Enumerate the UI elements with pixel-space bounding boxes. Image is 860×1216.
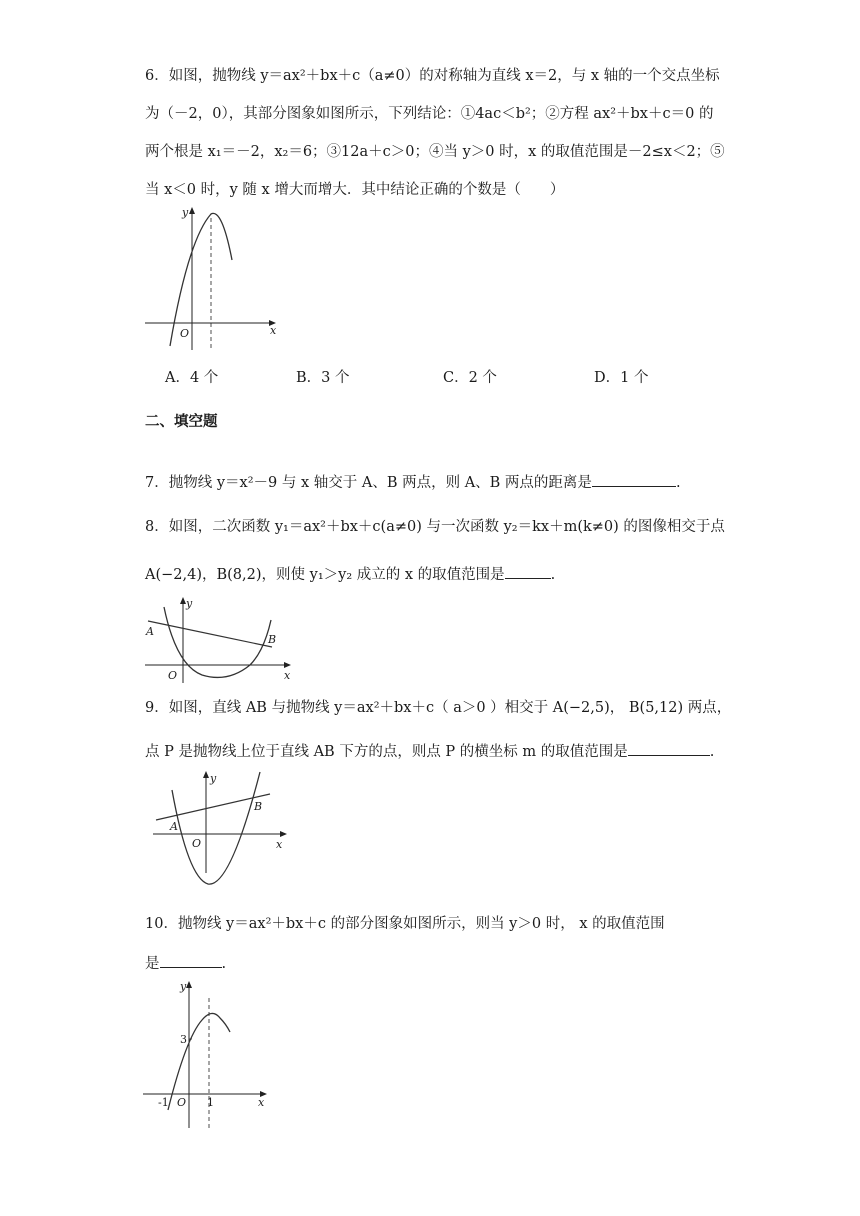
q10-text-end: . <box>221 956 227 972</box>
q6-line-1: 6．如图，抛物线 y＝ax²＋bx＋c（a≠0）的对称轴为直线 x＝2，与 x 轴的一个交点坐标 <box>145 68 720 84</box>
q10-line-2 <box>145 953 226 974</box>
q8-answer-blank[interactable] <box>505 564 551 579</box>
q8-point-a: A <box>146 625 154 638</box>
q6-x-label: x <box>270 324 277 337</box>
q6-line-3: 两个根是 x₁＝－2，x₂＝6；③12a＋c＞0；④当 y＞0 时，x 的取值范围是－2≤x＜2；⑤ <box>145 144 725 160</box>
q6-y-label: y <box>182 206 189 219</box>
q7-text: 7．抛物线 y＝x²－9 与 x 轴交于 A、B 两点，则 A、B 两点的距离是 <box>145 475 592 491</box>
q7-line <box>145 472 681 493</box>
q6-origin-label: O <box>180 327 190 340</box>
q9-text-end: . <box>709 744 715 760</box>
q6-choice-d[interactable]: D．1 个 <box>594 370 649 386</box>
q9-point-a: A <box>170 820 178 833</box>
q6-line-2: 为（－2，0），其部分图象如图所示，下列结论：①4ac＜b²；②方程 ax²＋bx＋c＝0 的 <box>145 106 714 122</box>
q10-origin-label: O <box>177 1096 187 1109</box>
q10-x-label: x <box>258 1096 265 1109</box>
q6-parabola-figure <box>140 200 290 355</box>
q8-line-1: 8．如图，二次函数 y₁＝ax²＋bx＋c(a≠0) 与一次函数 y₂＝kx＋m(k≠0) 的图像相交于点 <box>145 519 725 535</box>
q8-y-label: y <box>186 597 193 610</box>
q7-answer-blank[interactable] <box>592 472 676 487</box>
q10-line-1: 10．抛物线 y＝ax²＋bx＋c 的部分图象如图所示，则当 y＞0 时， x 的取值范围 <box>145 916 665 932</box>
q8-x-label: x <box>284 669 291 682</box>
q8-line <box>148 621 272 647</box>
q10-figure <box>140 978 275 1130</box>
q9-y-label: y <box>210 772 217 785</box>
q9-text: 点 P 是抛物线上位于直线 AB 下方的点，则点 P 的横坐标 m 的取值范围是 <box>145 744 628 760</box>
q8-text: A(−2,4)，B(8,2)，则使 y₁＞y₂ 成立的 x 的取值范围是 <box>145 567 505 583</box>
q10-tick-3: 3 <box>180 1033 187 1046</box>
q9-figure <box>150 768 295 890</box>
q10-tick-1: 1 <box>207 1096 214 1109</box>
q9-point-b: B <box>254 800 263 813</box>
q8-figure <box>140 595 295 685</box>
q8-text-end: . <box>550 567 556 583</box>
q8-origin-label: O <box>168 669 178 682</box>
q6-choice-b[interactable]: B．3 个 <box>296 370 350 386</box>
q10-y-label: y <box>180 980 187 993</box>
q9-origin-label: O <box>192 837 202 850</box>
q10-tick-neg1: -1 <box>158 1096 169 1109</box>
q10-text: 是 <box>145 956 160 972</box>
q6-choice-a[interactable]: A．4 个 <box>165 370 219 386</box>
q8-point-b: B <box>268 633 277 646</box>
q8-line-2 <box>145 564 555 585</box>
q9-line-2 <box>145 741 714 762</box>
q10-answer-blank[interactable] <box>160 953 222 968</box>
q6-line-4: 当 x＜0 时，y 随 x 增大而增大．其中结论正确的个数是（ ） <box>145 182 565 198</box>
q6-choice-c[interactable]: C．2 个 <box>443 370 497 386</box>
q9-parabola <box>172 772 263 884</box>
q8-parabola <box>164 607 271 677</box>
q9-x-label: x <box>276 838 283 851</box>
q9-answer-blank[interactable] <box>628 741 710 756</box>
q7-text-end: . <box>675 475 681 491</box>
q9-line-1: 9．如图，直线 AB 与抛物线 y＝ax²＋bx＋c（ a＞0 ）相交于 A(−2,5)， B(5,12) 两点， <box>145 700 732 716</box>
section-title: 二、填空题 <box>145 413 218 430</box>
